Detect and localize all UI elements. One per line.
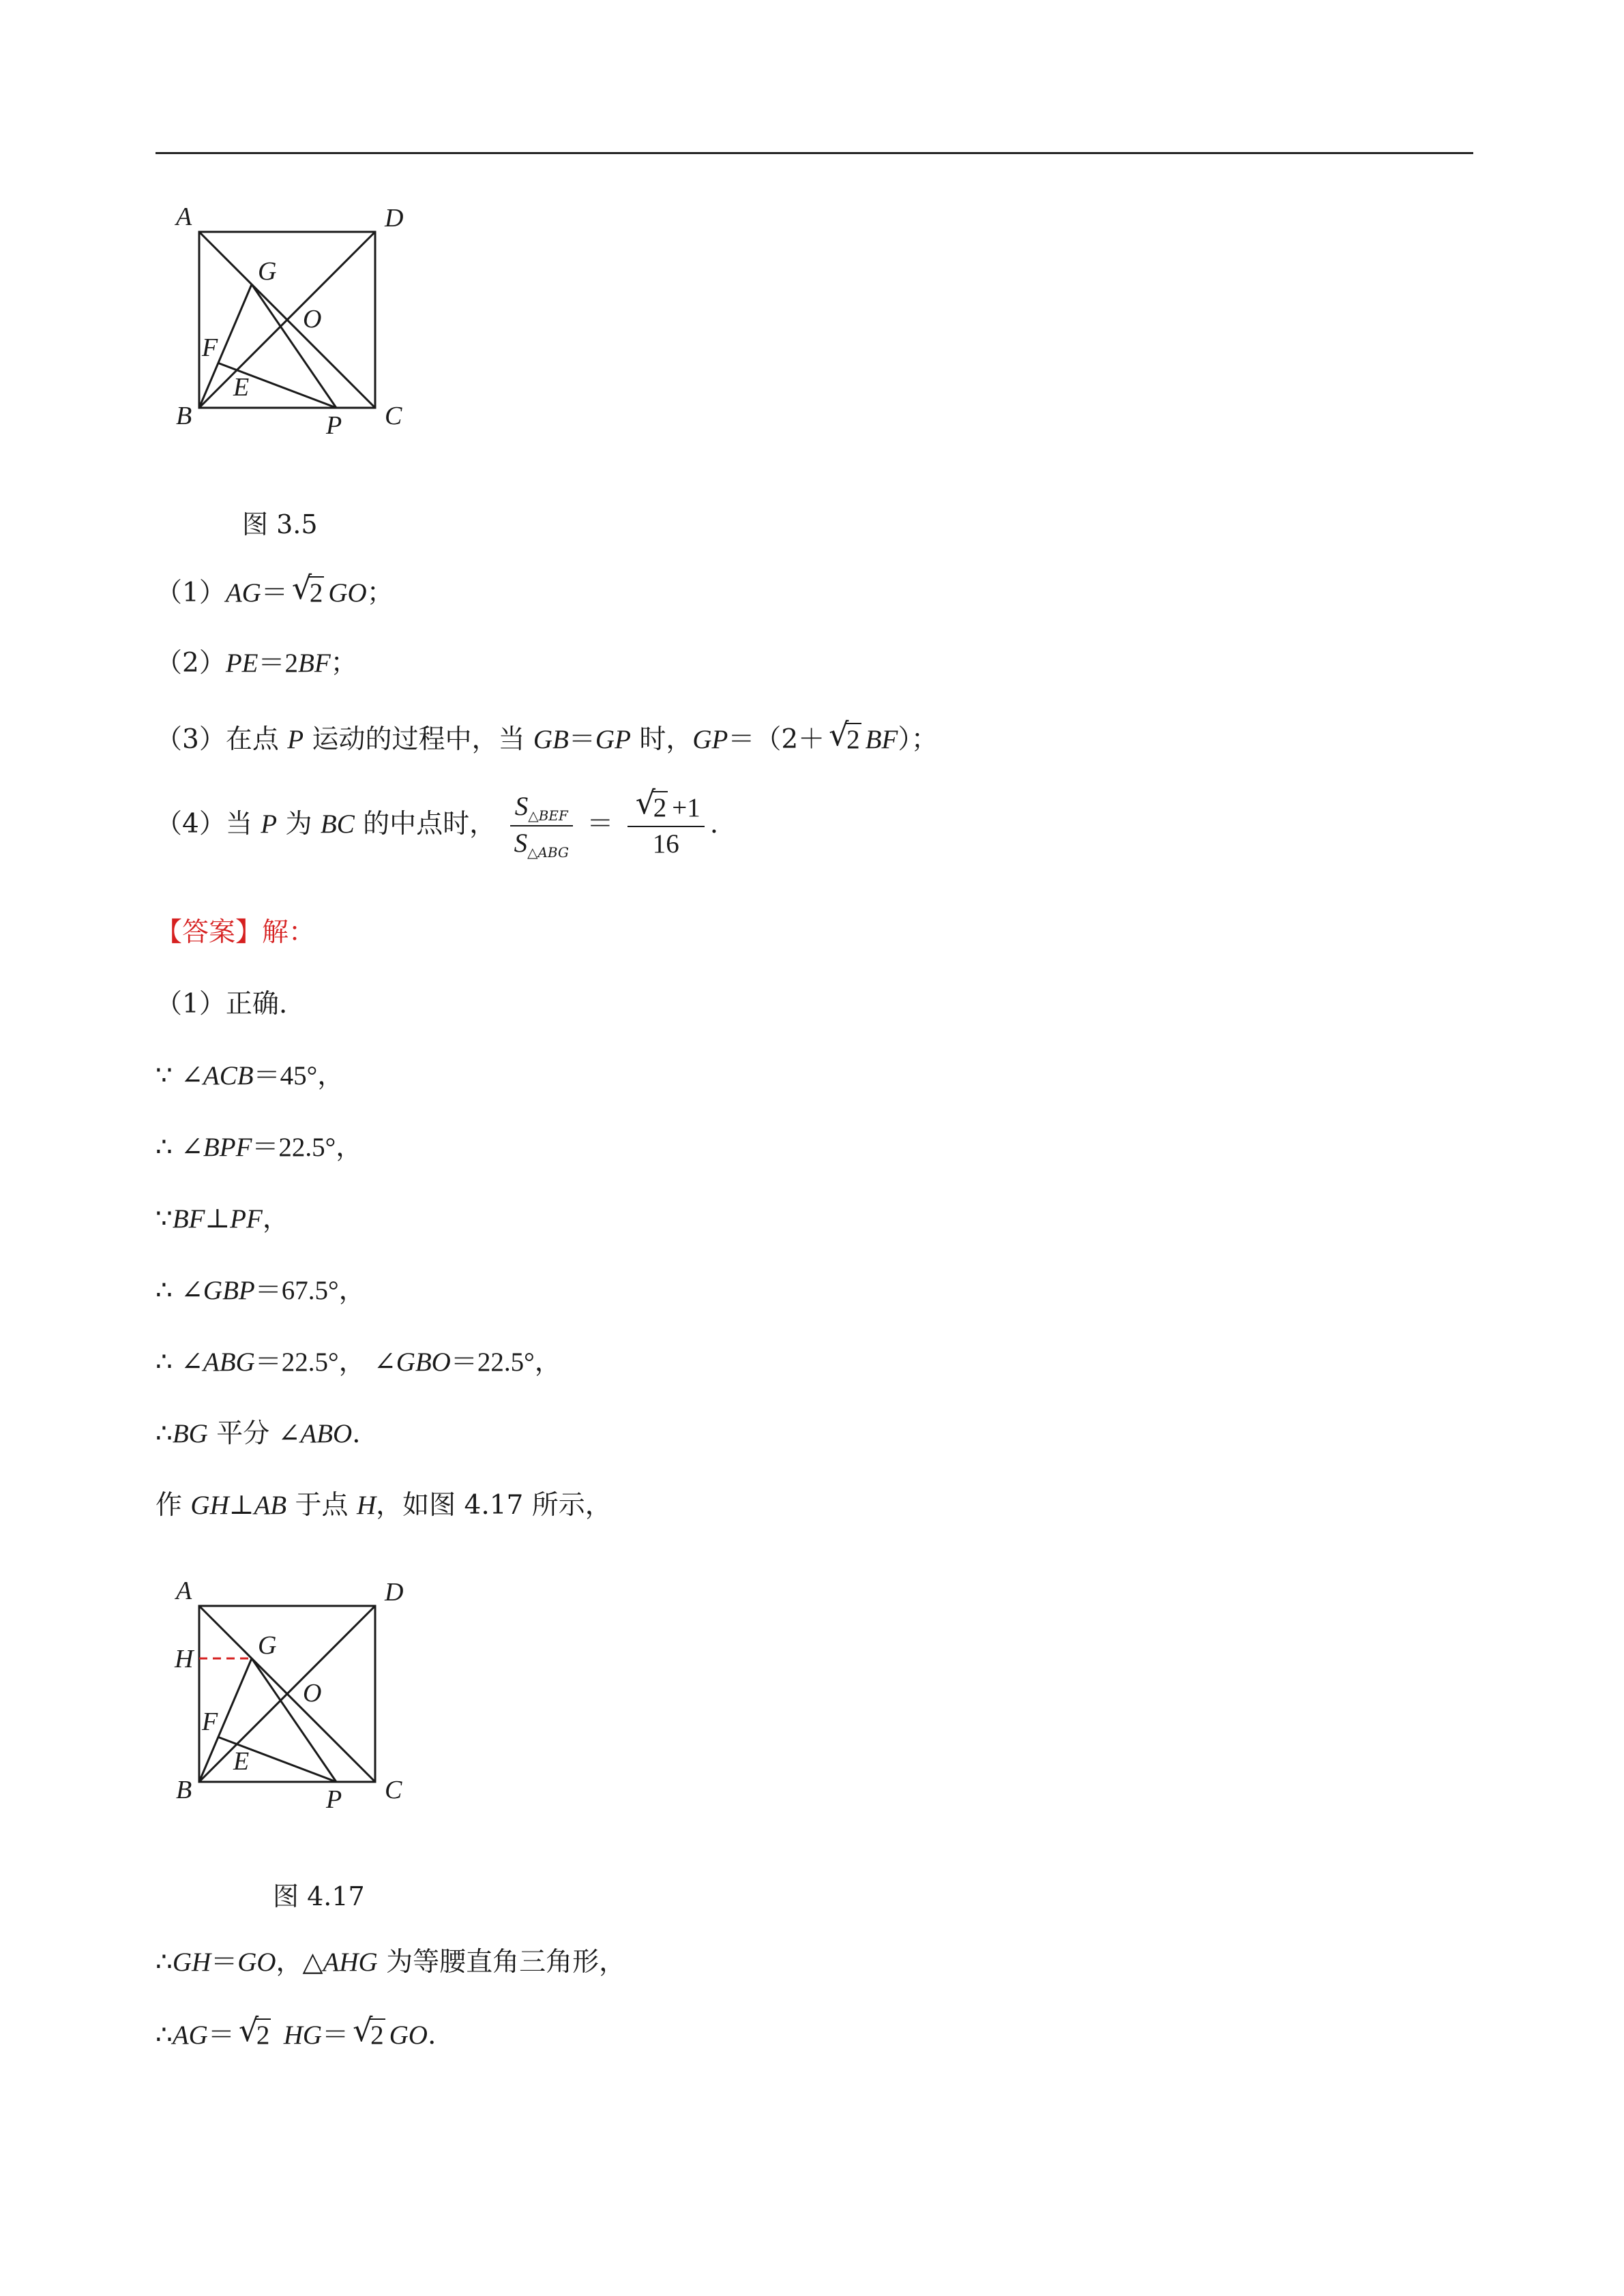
square-diagram	[157, 198, 443, 457]
label-a: A	[176, 1577, 192, 1605]
label-g: G	[258, 257, 277, 286]
value-fraction: √ 2 +1 16	[628, 791, 705, 861]
statement-3: （3）在点 P 运动的过程中，当 GB＝GP 时，GP＝（2＋ √ 2 BF）；	[156, 716, 938, 755]
answer-heading: 【答案】解：	[156, 917, 316, 948]
square-diagram-with-h	[157, 1572, 443, 1831]
statement-1: （1）AG＝ √ 2 GO；	[156, 569, 394, 608]
step-2: ∵ ∠ACB＝45°，	[156, 1060, 344, 1091]
label-f: F	[202, 333, 218, 362]
statement-4: （4）当 P 为 BC 的中点时， $\frac{S_{\triangle BEF}}{S_{\triangle ABG}}$ ＝ √ 2 +1 16 .	[156, 784, 719, 861]
label-c: C	[385, 1776, 402, 1804]
segment-gp	[252, 1658, 336, 1782]
step-7: ∴BG 平分 ∠ABO.	[156, 1418, 361, 1449]
label-o: O	[303, 305, 322, 333]
label-g: G	[258, 1631, 277, 1660]
area-ratio-fraction: $\frac{S_{\triangle BEF}}{S_{\triangle ABG}}$	[510, 791, 573, 861]
label-e: E	[233, 373, 250, 402]
label-d: D	[385, 204, 404, 233]
figure-caption: 图 3.5	[242, 509, 318, 539]
label-f: F	[202, 1708, 218, 1736]
segment-gp	[252, 284, 336, 408]
label-p: P	[326, 1785, 342, 1814]
label-o: O	[303, 1679, 322, 1708]
figure-caption: 图 4.17	[273, 1881, 365, 1911]
label-d: D	[385, 1578, 404, 1607]
step-3: ∴ ∠BPF＝22.5°，	[156, 1132, 363, 1163]
label-c: C	[385, 402, 402, 430]
statement-2: （2）PE＝2BF；	[156, 648, 357, 679]
step-5: ∴ ∠GBP＝67.5°，	[156, 1275, 366, 1306]
header-rule	[156, 152, 1473, 154]
label-e: E	[233, 1747, 250, 1776]
step-1: （1）正确.	[156, 989, 288, 1019]
step-8: 作 GH⊥AB 于点 H，如图 4.17 所示，	[156, 1490, 612, 1521]
label-b: B	[176, 1776, 192, 1804]
conclusion-1: ∴GH＝GO，△AHG 为等腰直角三角形，	[156, 1947, 626, 1978]
conclusion-2: ∴AG＝ √ 2 HG＝ √ 2 GO.	[156, 2012, 437, 2051]
label-b: B	[176, 402, 192, 430]
label-p: P	[326, 411, 342, 440]
figure-4-17	[157, 1572, 443, 1831]
figure-3-5	[157, 198, 443, 457]
step-6: ∴ ∠ABG＝22.5°， ∠GBO＝22.5°，	[156, 1347, 561, 1377]
label-h: H	[175, 1645, 194, 1673]
step-4: ∵BF⊥PF，	[156, 1204, 289, 1234]
label-a: A	[176, 203, 192, 231]
